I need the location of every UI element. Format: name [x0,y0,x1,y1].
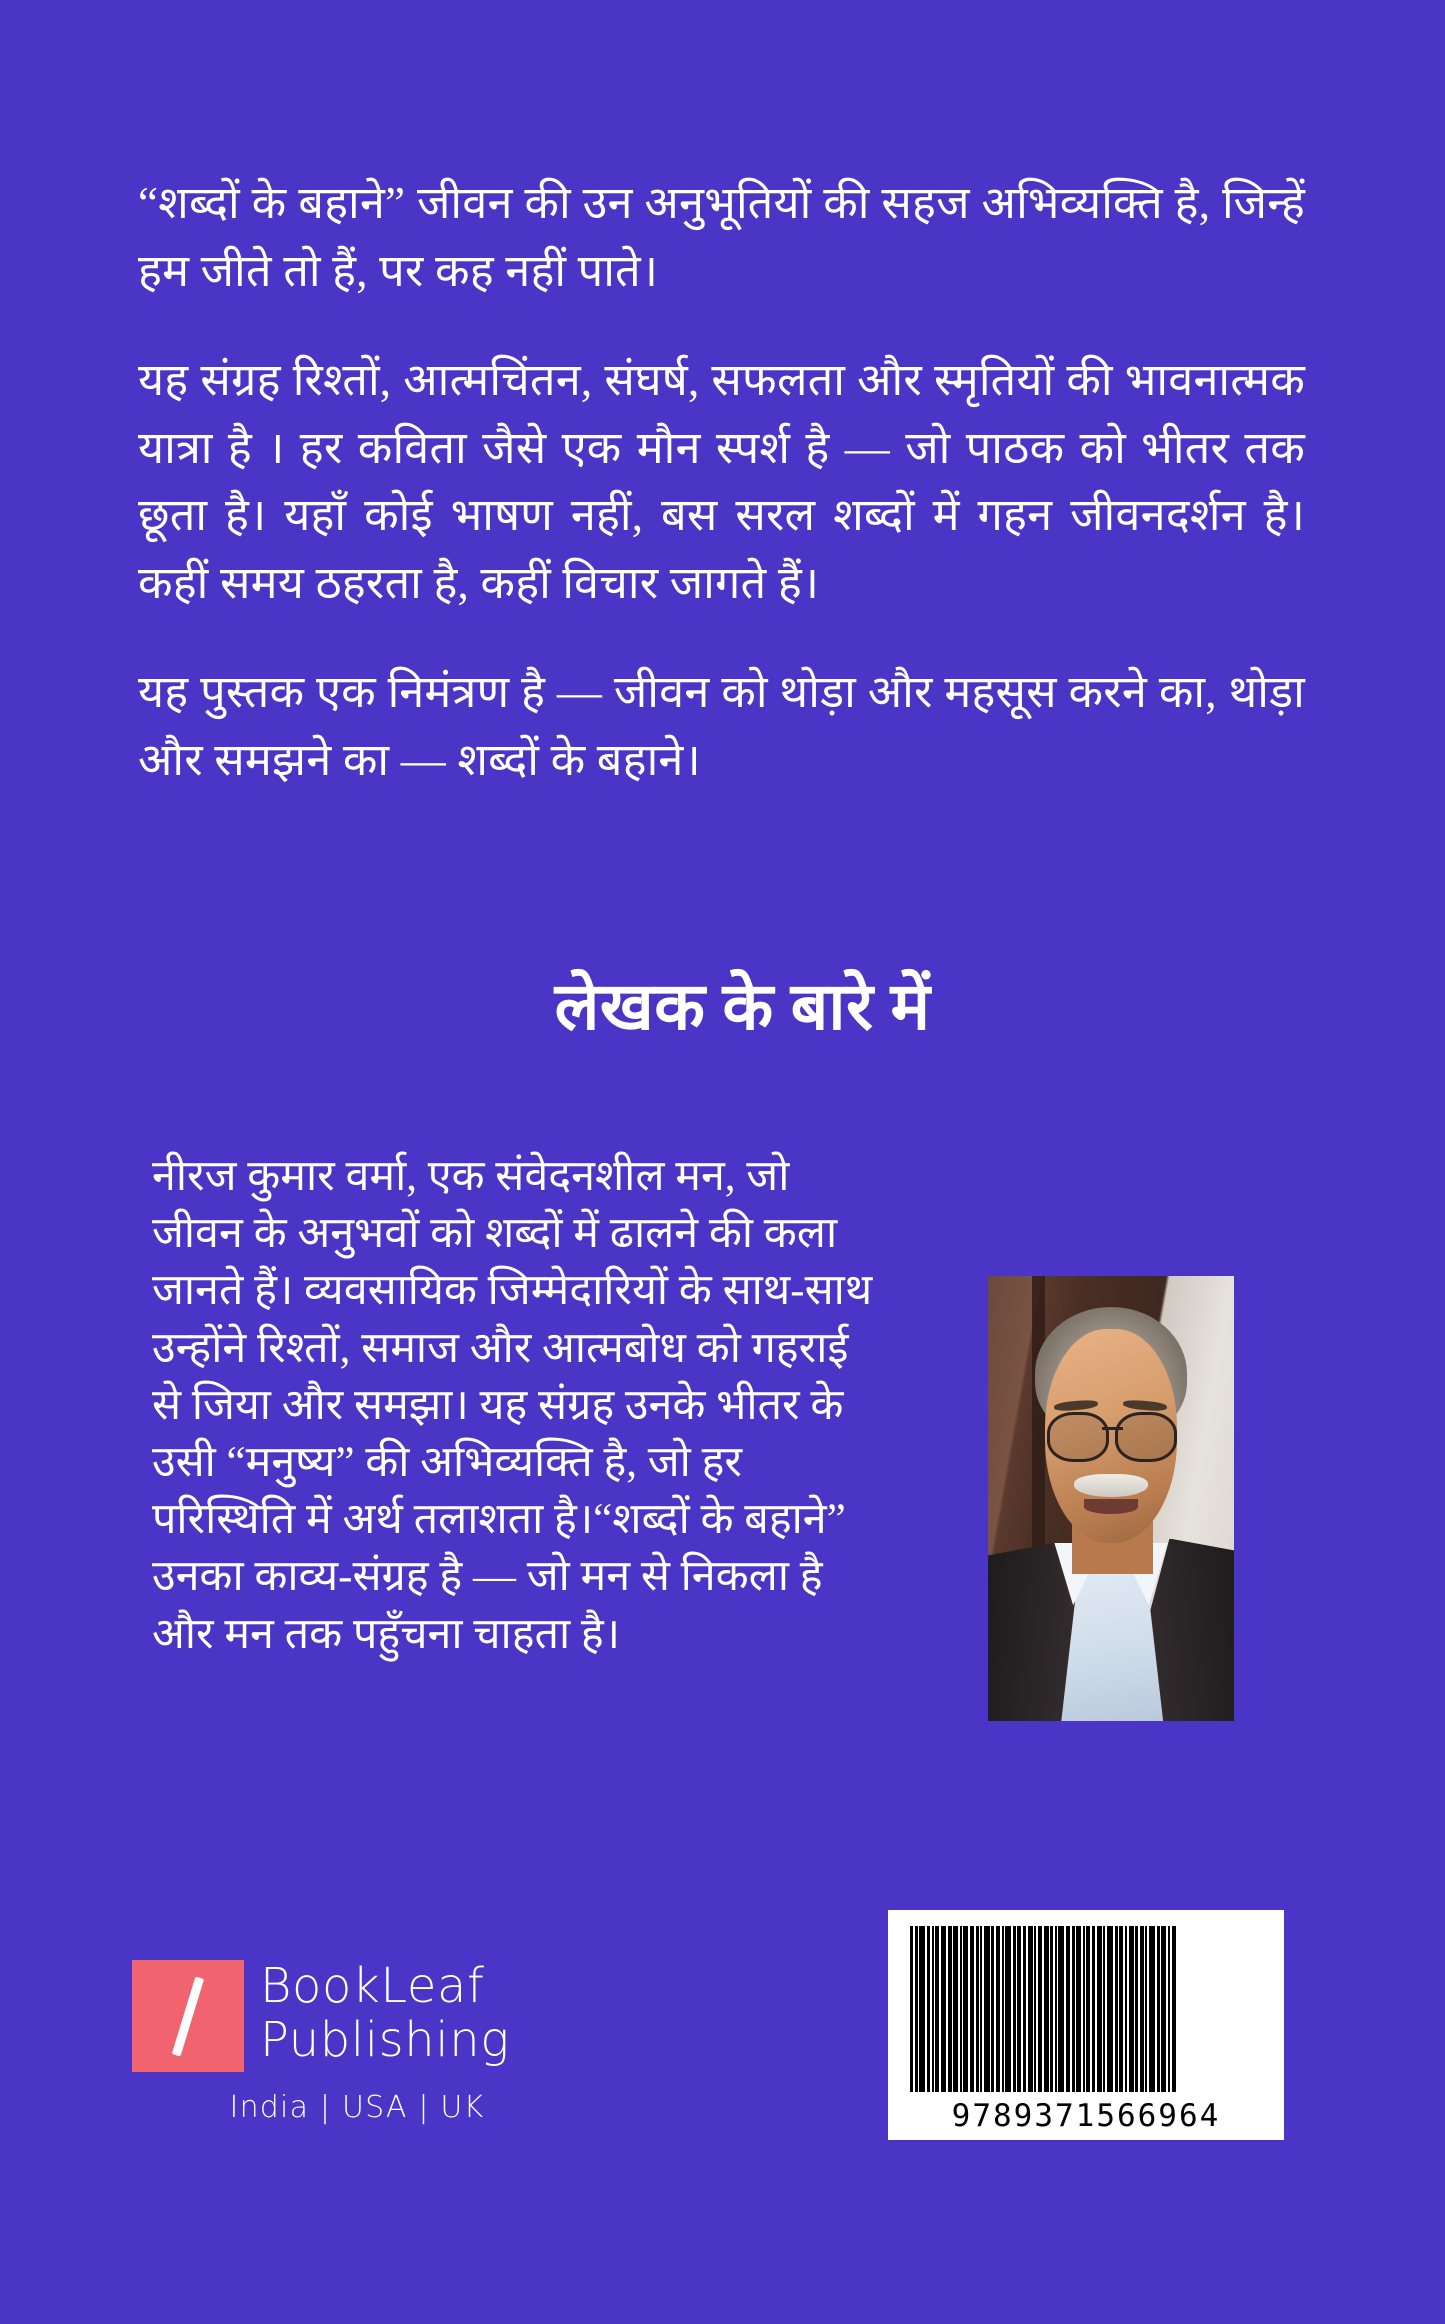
publisher-logo [132,1960,552,2125]
isbn-number: 9789371566964 [951,2098,1221,2134]
photo-mustache [1074,1474,1148,1497]
photo-mouth [1084,1499,1138,1513]
slash-icon [172,1976,204,2056]
author-bio-text: नीरज कुमार वर्मा, एक संवेदनशील मन, जो जीवन के अनुभवों को शब्दों में ढालने की कला जानते हैं। व्यवसायिक जिम्मेदारियों के साथ-साथ उन्होंने रिश्तों, समाज और आत्मबोध को गहराई से जिया और समझा। यह संग्रह उनके भीतर के उसी “मनुष्य” की अभिव्यक्ति है, जो हर परिस्थिति में अर्थ तलाशता है।“शब्दों के बहाने” उनका काव्य-संग्रह है — जो मन से निकला है और मन तक पहुँचना चाहता है। [152,1153,873,1658]
publisher-logo-row [132,1960,552,2072]
publisher-regions: India | USA | UK [229,2090,485,2125]
about-author-heading: लेखक के बारे में [554,971,931,1044]
author-photo [988,1276,1234,1721]
publisher-name-line2: Publishing [260,2011,510,2068]
photo-glasses-bridge [1102,1427,1123,1430]
author-photo-image [988,1276,1234,1721]
blurb-paragraph-3: यह पुस्तक एक निमंत्रण है — जीवन को थोड़ा और महसूस करने का, थोड़ा और समझने का — शब्दों के बहाने। [138,667,1305,785]
publisher-name [260,1960,510,2068]
blurb-paragraph-2: यह संग्रह रिश्तों, आत्मचिंतन, संघर्ष, सफलता और स्मृतियों की भावनात्मक यात्रा है । हर कविता जैसे एक मौन स्पर्श है — जो पाठक को भीतर तक छूता है। यहाँ कोई भाषण नहीं, बस सरल शब्दों में गहन जीवनदर्शन है। कहीं समय ठहरता है, कहीं विचार जागते हैं। [138,355,1305,608]
photo-lens-left [1047,1412,1109,1463]
bookleaf-mark-icon [132,1960,244,2072]
publisher-name-line1: BookLeaf [260,1958,485,2014]
photo-glasses [1047,1412,1177,1457]
blurb-paragraph-1: “शब्दों के बहाने” जीवन की उन अनुभूतियों की सहज अभिव्यक्ति है, जिन्हें हम जीते तो हैं, पर कह नहीं पाते। [138,178,1305,296]
barcode-bars [910,1926,1262,2092]
photo-door-frame [1032,1276,1044,1552]
author-bio [152,1148,882,1663]
photo-lens-right [1115,1412,1177,1463]
isbn-barcode [888,1910,1284,2140]
book-blurb [138,170,1305,794]
